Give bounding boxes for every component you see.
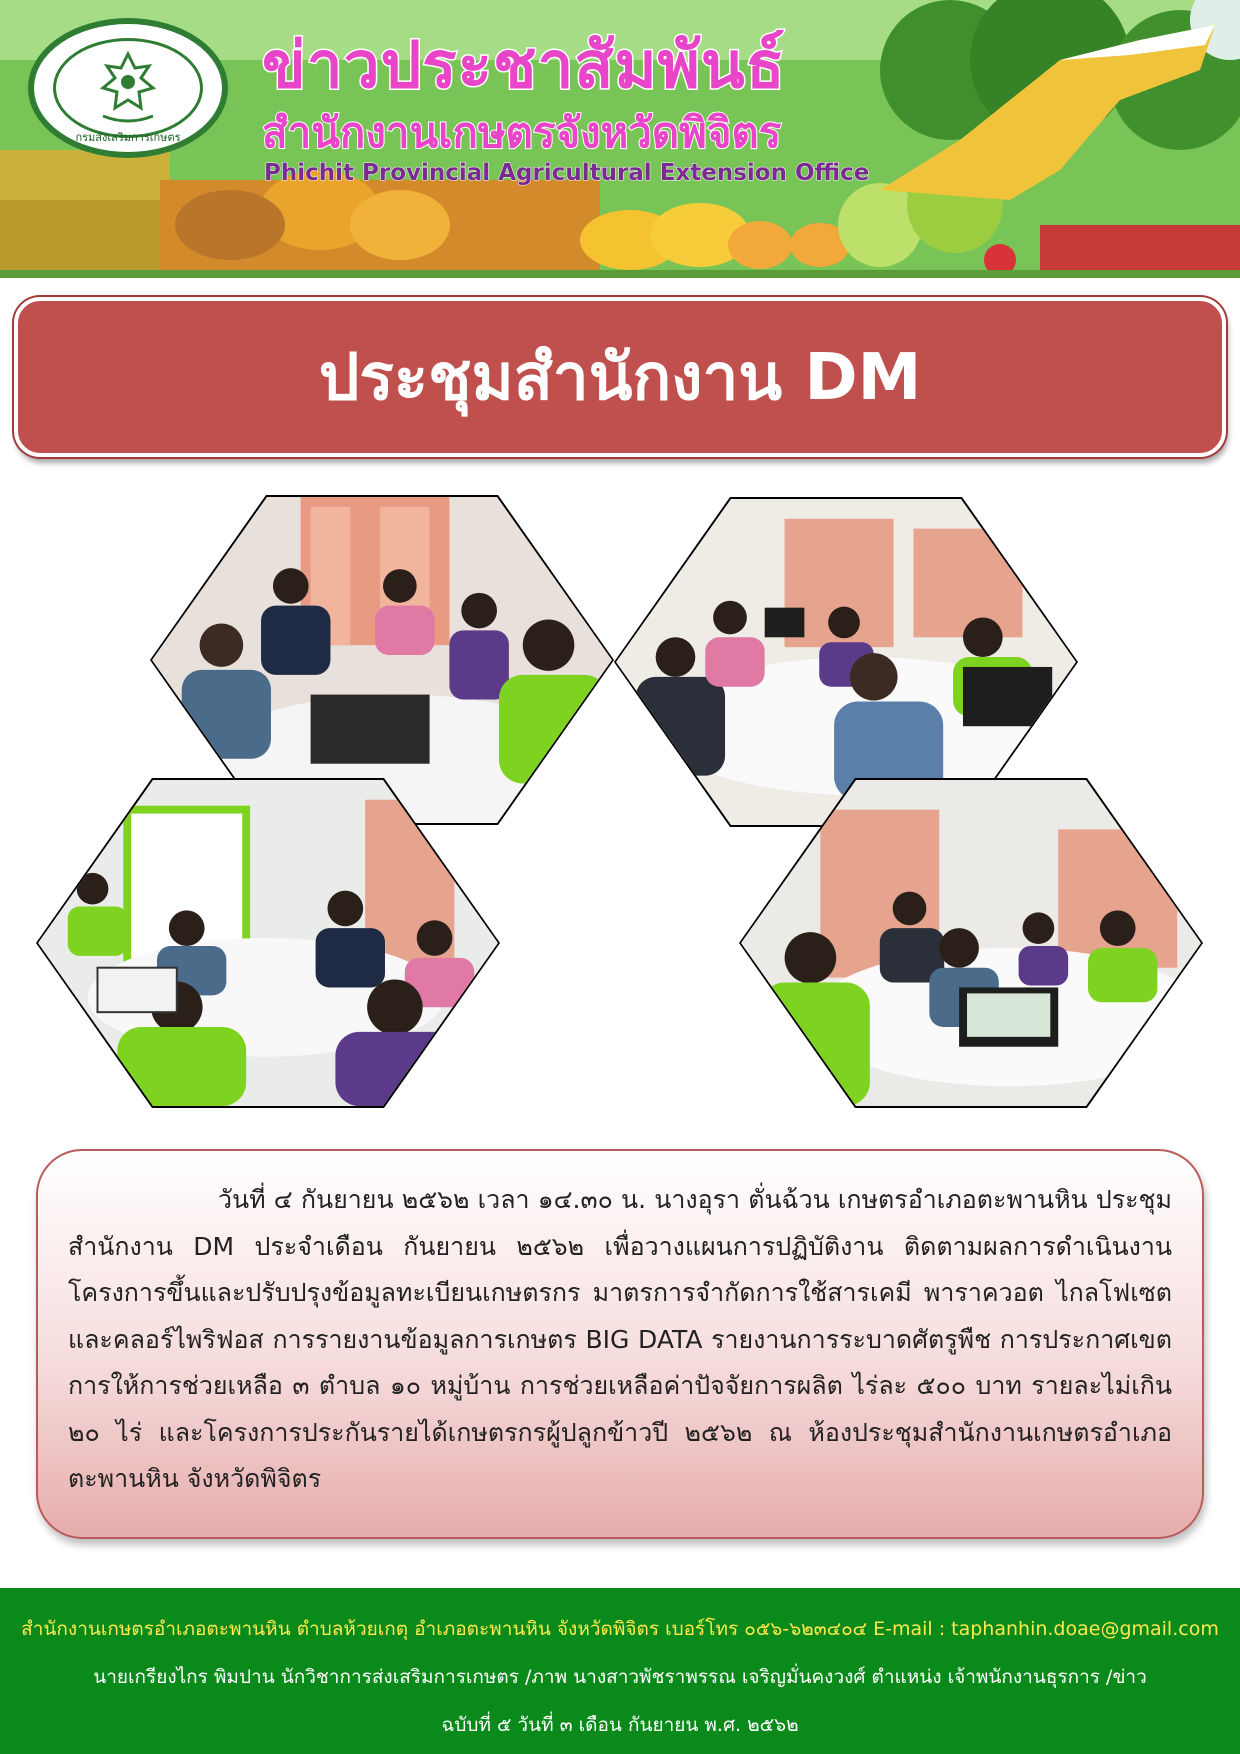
seal-caption: กรมส่งเสริมการเกษตร	[75, 131, 181, 144]
article-box	[36, 1149, 1204, 1539]
headline-bar	[14, 297, 1226, 457]
headline: ประชุมสำนักงาน DM	[318, 341, 922, 415]
banner-office-thai: สำนักงานเกษตรจังหวัดพิจิตร	[262, 108, 782, 157]
meeting-photo-1	[150, 495, 614, 825]
meeting-photo-4	[739, 778, 1203, 1108]
header-banner	[0, 0, 1240, 278]
article-body: วันที่ ๔ กันยายน ๒๕๖๒ เวลา ๑๔.๓๐ น. นางอุรา ตั่นฉ้วน เกษตรอำเภอตะพานหิน ประชุมสำนักงาน DM ประจำเดือน กันยายน ๒๕๖๒ เพื่อวางแผนการปฏิบัติงาน ติดตามผลการดำเนินงาน โครงการขึ้นและปรับปรุงข้อมูลทะเบียนเกษตรกร มาตรการจำกัดการใช้สารเคมี พาราควอต ไกลโฟเซต และคลอร์ไพริฟอส การรายงานข้อมูลการเกษตร BIG DATA รายงานการระบาดศัตรูพืช การประกาศเขตการให้การช่วยเหลือ ๓ ตำบล ๑๐ หมู่บ้าน การช่วยเหลือค่าปัจจัยการผลิต ไร่ละ ๕๐๐ บาท รายละไม่เกิน ๒๐ ไร่ และโครงการประกันรายได้เกษตรกรผู้ปลูกข้าวปี ๒๕๖๒ ณ ห้องประชุมสำนักงานเกษตรอำเภอตะพานหิน จังหวัดพิจิตร	[68, 1185, 1172, 1493]
meeting-photo-2	[614, 497, 1078, 827]
banner-title: ข่าวประชาสัมพันธ์	[262, 29, 786, 103]
footer	[0, 1588, 1240, 1754]
department-seal-logo	[28, 18, 228, 158]
footer-issue: ฉบับที่ ๕ วันที่ ๓ เดือน กันยายน พ.ศ. ๒๕๖๒	[441, 1714, 799, 1736]
deity-emblem-icon	[83, 48, 173, 128]
footer-address: สำนักงานเกษตรอำเภอตะพานหิน ตำบลห้วยเกตุ อำเภอตะพานหิน จังหวัดพิจิตร เบอร์โทร ๐๕๖-๖๒๓๔๐๔ E-mail : taphanhin.doae@gmail.com	[21, 1618, 1219, 1640]
meeting-photo-3	[36, 778, 500, 1108]
footer-credits: นายเกรียงไกร พิมปาน นักวิชาการส่งเสริมการเกษตร /ภาพ นางสาวพัชราพรรณ เจริญมั่นคงวงศ์ ตำแหน่ง เจ้าพนักงานธุรการ /ข่าว	[93, 1666, 1147, 1688]
banner-office-english: Phichit Provincial Agricultural Extension Office	[264, 160, 870, 186]
